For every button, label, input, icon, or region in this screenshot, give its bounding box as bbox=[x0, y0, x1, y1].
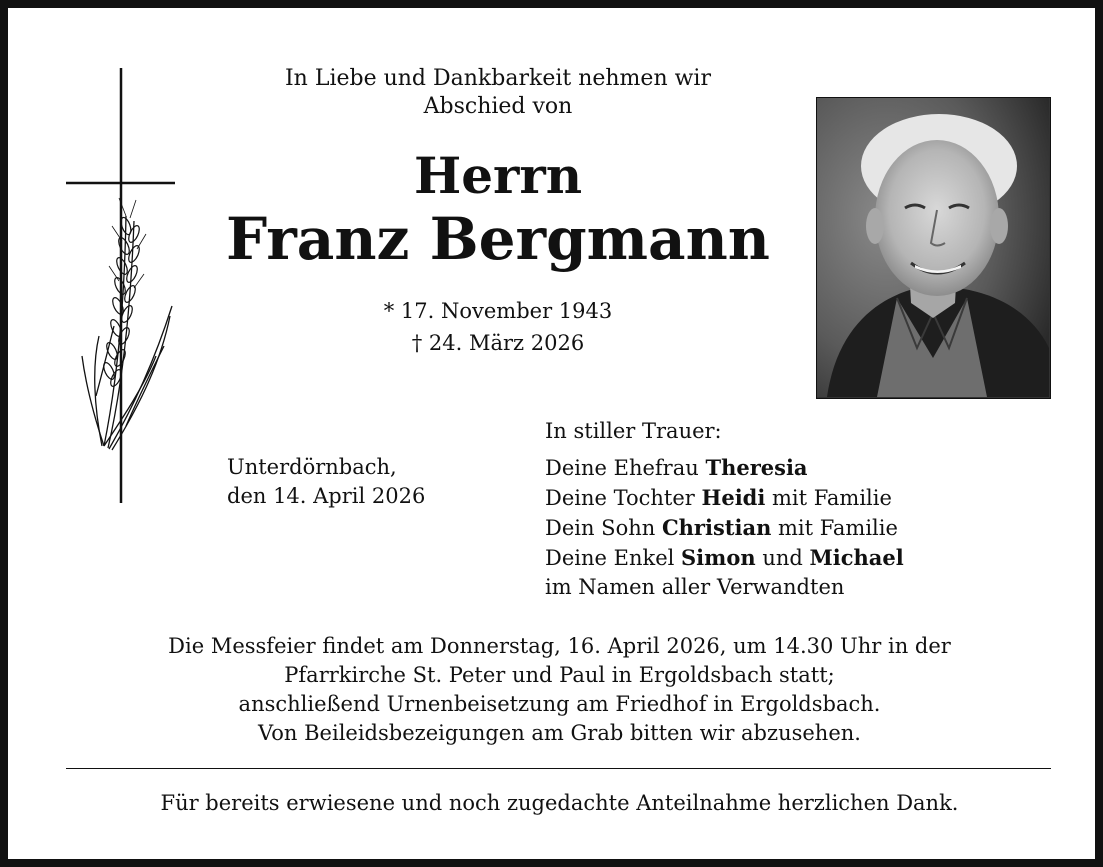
place-and-date bbox=[227, 453, 487, 511]
mourner-name: Theresia bbox=[705, 455, 808, 480]
life-dates bbox=[348, 295, 648, 359]
intro-text bbox=[268, 65, 728, 121]
intro-line-2: Abschied von bbox=[423, 94, 573, 119]
mourner-row bbox=[545, 483, 995, 513]
service-line-4: Von Beileidsbezeigungen am Grab bitten wir abzusehen. bbox=[258, 721, 861, 745]
portrait-photo bbox=[816, 97, 1051, 399]
deceased-name: Franz Bergmann bbox=[226, 205, 770, 273]
suffix-text: mit Familie bbox=[771, 516, 898, 540]
relation-text: Deine Enkel bbox=[545, 546, 682, 570]
relation-text: Deine Ehefrau bbox=[545, 456, 706, 480]
service-line-1: Die Messfeier findet am Donnerstag, 16. April 2026, um 14.30 Uhr in der bbox=[168, 634, 951, 658]
mourner-name: Simon bbox=[681, 545, 756, 570]
relation-text: Dein Sohn bbox=[545, 516, 662, 540]
mourner-row bbox=[545, 453, 995, 483]
mourner-name: Heidi bbox=[701, 485, 766, 510]
service-info bbox=[68, 632, 1051, 748]
thanks-text: Für bereits erwiesene und noch zugedachte Anteilnahme herzlichen Dank. bbox=[160, 791, 959, 815]
conjunction-text: und bbox=[755, 546, 810, 570]
birth-date: * 17. November 1943 bbox=[383, 299, 613, 323]
date: den 14. April 2026 bbox=[227, 484, 426, 508]
mourners-list bbox=[545, 417, 995, 602]
suffix-text: mit Familie bbox=[765, 486, 892, 510]
mourner-row: im Namen aller Verwandten bbox=[545, 575, 845, 599]
salutation: Herrn bbox=[413, 146, 583, 205]
death-date: † 24. März 2026 bbox=[411, 331, 585, 355]
mourner-name: Michael bbox=[809, 545, 904, 570]
divider-line bbox=[66, 768, 1051, 769]
relation-text: Deine Tochter bbox=[545, 486, 702, 510]
service-line-3: anschließend Urnenbeisetzung am Friedhof in Ergoldsbach. bbox=[238, 692, 881, 716]
place: Unterdörnbach, bbox=[227, 455, 397, 479]
mourner-name: Christian bbox=[661, 515, 772, 540]
mourner-row bbox=[545, 513, 995, 543]
mourners-heading: In stiller Trauer: bbox=[545, 419, 722, 443]
mourner-row bbox=[545, 543, 995, 573]
service-line-2: Pfarrkirche St. Peter und Paul in Ergoldsbach statt; bbox=[284, 663, 835, 687]
intro-line-1: In Liebe und Dankbarkeit nehmen wir bbox=[284, 66, 711, 91]
cross-with-wheat-icon bbox=[64, 66, 179, 506]
